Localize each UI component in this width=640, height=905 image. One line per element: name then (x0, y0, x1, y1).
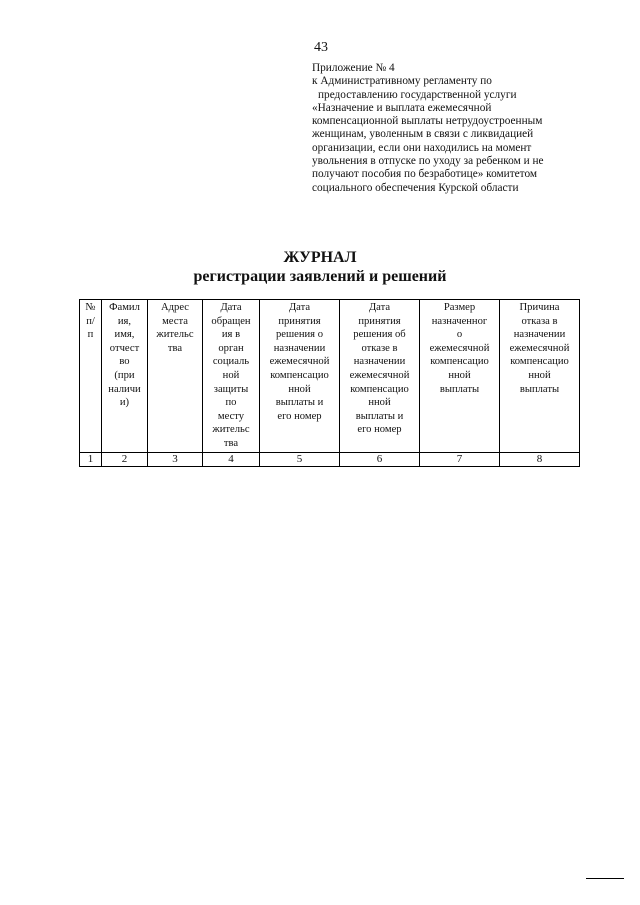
header-line: назначенног (431, 315, 488, 327)
header-line: во (119, 356, 130, 368)
header-line: нной (288, 383, 311, 395)
header-line: ия в (221, 329, 241, 341)
header-line: тва (167, 342, 183, 354)
header-line: выплаты (439, 383, 480, 395)
table-header-row (80, 300, 580, 453)
header-line: Причина (519, 302, 560, 313)
appendix-line: женщинам, уволенным в связи с ликвидацией (312, 128, 534, 141)
header-line: отказе в (361, 342, 398, 354)
page-edge-mark (586, 878, 624, 879)
header-line: выплаты и (355, 410, 404, 422)
appendix-line: Приложение № 4 (312, 62, 395, 74)
column-number-cell: 2 (102, 453, 148, 467)
column-number-cell: 1 (80, 453, 102, 467)
header-line: ной (222, 369, 240, 381)
appendix-line: социального обеспечения Курской области (312, 181, 519, 194)
header-line: п (87, 329, 94, 341)
header-line: решения об (353, 329, 406, 341)
header-line: принятия (278, 315, 321, 327)
registration-table (79, 299, 580, 467)
header-line: орган (218, 342, 244, 354)
header-line: Дата (288, 302, 311, 313)
appendix-line: компенсационной выплаты нетрудоустроенным (312, 115, 543, 128)
appendix-line: «Назначение и выплата ежемесячной (312, 101, 492, 114)
header-line: ия, (117, 315, 132, 327)
header-line: тва (223, 437, 239, 449)
header-line: Размер (443, 302, 476, 313)
appendix-line: организации, если они находились на момент (312, 141, 532, 154)
header-line: нной (448, 369, 471, 381)
appendix-line: предоставлению государственной услуги (318, 88, 517, 101)
journal-heading (0, 248, 640, 286)
header-line: и) (119, 397, 130, 409)
header-line: компенсацио (350, 383, 409, 395)
col-header-full-name (102, 300, 148, 453)
header-line: компенсацио (270, 369, 329, 381)
appendix-line: к Административному регламенту по (312, 75, 492, 88)
col-header-payment-amount (420, 300, 500, 453)
header-line: Фамил (109, 302, 140, 313)
header-line: отказа в (521, 315, 558, 327)
column-number-cell: 4 (203, 453, 260, 467)
header-line: назначении (513, 329, 566, 341)
header-line: социаль (212, 356, 250, 368)
header-line: назначении (273, 342, 326, 354)
header-line: ежемесячной (349, 369, 410, 381)
header-line: имя, (114, 329, 135, 341)
col-header-refusal-reason (500, 300, 580, 453)
column-number-cell: 3 (148, 453, 203, 467)
header-line: № (85, 302, 96, 313)
header-line: ежемесячной (509, 342, 570, 354)
header-line: о (456, 329, 463, 341)
header-line: жительс (156, 329, 194, 341)
col-header-application-date (203, 300, 260, 453)
column-number-cell: 7 (420, 453, 500, 467)
journal-title: ЖУРНАЛ (283, 249, 357, 266)
header-line: Дата (220, 302, 242, 313)
header-line: компенсацио (510, 356, 569, 368)
page-number: 43 (314, 40, 328, 55)
header-line: защиты (213, 383, 249, 395)
appendix-line: получают пособия по безработице» комитетом (312, 168, 538, 181)
table-row (80, 453, 580, 467)
header-line: наличи (108, 383, 141, 395)
col-header-address (148, 300, 203, 453)
header-line: назначении (353, 356, 406, 368)
column-number-cell: 6 (340, 453, 420, 467)
header-line: его номер (357, 424, 402, 436)
col-header-refusal-decision-date (340, 300, 420, 453)
header-line: выплаты (519, 383, 560, 395)
header-line: (при (114, 369, 135, 381)
header-line: принятия (358, 315, 401, 327)
header-line: решения о (275, 329, 323, 341)
header-line: Дата (368, 302, 391, 313)
appendix-line: увольнения в отпуске по уходу за ребенком и не (312, 155, 544, 168)
header-line: месту (217, 410, 245, 422)
header-line: нной (368, 397, 391, 409)
appendix-block (312, 62, 612, 195)
header-line: жительс (212, 424, 250, 436)
header-line: компенсацио (430, 356, 489, 368)
header-line: ежемесячной (269, 356, 330, 368)
header-line: отчест (109, 342, 140, 354)
header-line: места (162, 315, 188, 327)
header-line: нной (528, 369, 551, 381)
column-number-cell: 5 (260, 453, 340, 467)
column-number-cell: 8 (500, 453, 580, 467)
header-line: Адрес (160, 302, 189, 313)
journal-subtitle: регистрации заявлений и решений (193, 268, 447, 285)
col-header-number (80, 300, 102, 453)
header-line: по (225, 397, 237, 409)
header-line: обращен (211, 315, 251, 327)
header-line: выплаты и (275, 397, 324, 409)
header-line: его номер (277, 410, 322, 422)
header-line: п/ (86, 315, 95, 327)
header-line: ежемесячной (429, 342, 490, 354)
col-header-assignment-decision-date (260, 300, 340, 453)
